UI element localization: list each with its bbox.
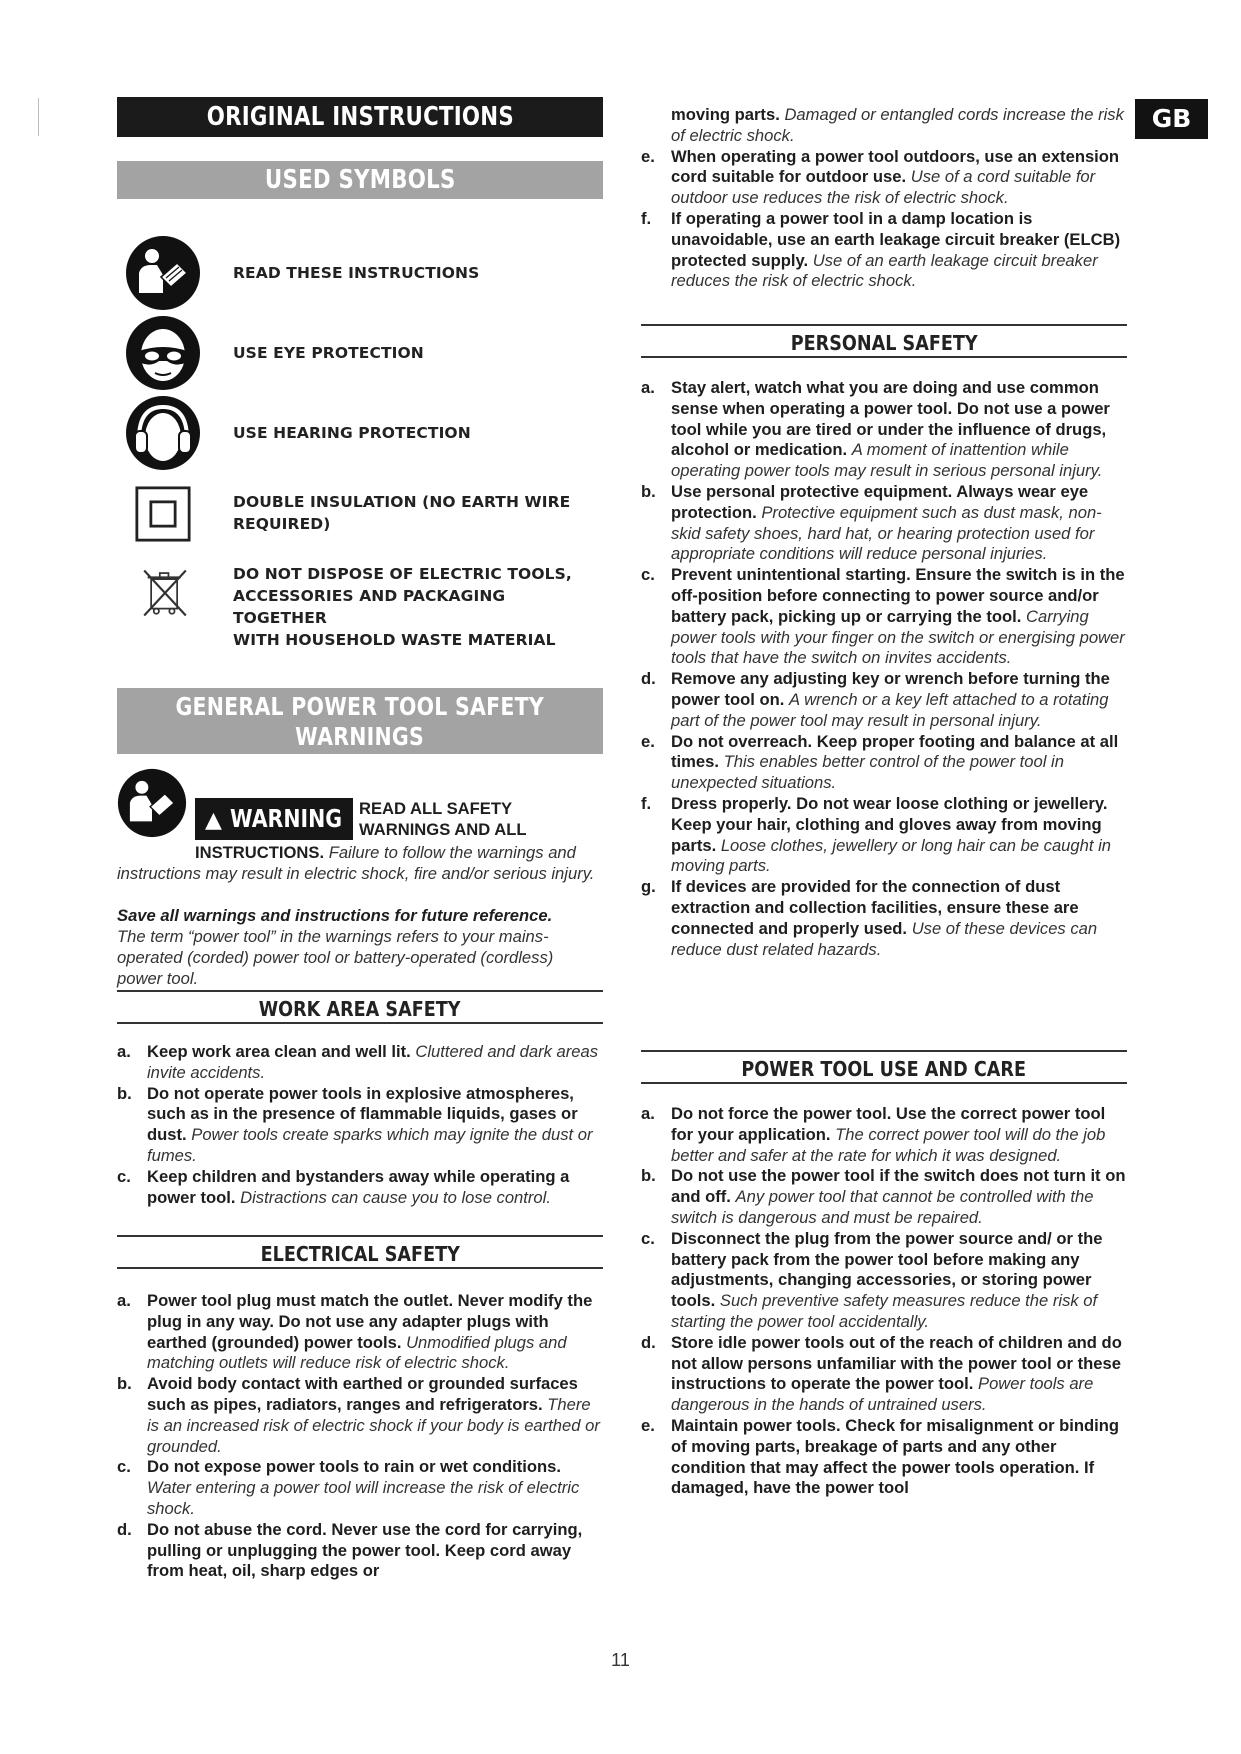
item-instruction: Use personal protective equipment. Always wear eye protection.: [671, 481, 1089, 522]
hearing-protection-icon: [125, 395, 201, 471]
item-letter: d.: [641, 1332, 656, 1352]
item-instruction: Do not expose power tools to rain or wet conditions.: [147, 1457, 561, 1477]
item-explanation: A moment of inattention while operating power tools may result in serious personal injury.: [671, 440, 1103, 481]
item-explanation: Use of a cord suitable for outdoor use reduces the risk of electric shock.: [671, 167, 1096, 208]
item-instruction: Disconnect the plug from the power source and/ or the battery pack from the power tool before making any adjustments, changing accessories, or storing power tools.: [671, 1228, 1103, 1311]
item-explanation: Protective equipment such as dust mask, non-skid safety shoes, hard hat, or hearing protection used for appropriate conditions will reduce personal injuries.: [671, 502, 1102, 564]
symbol-label: DO NOT DISPOSE OF ELECTRIC TOOLS, ACCESSORIES AND PACKAGING TOGETHER WITH HOUSEHOLD WASTE MATERIAL: [233, 565, 572, 649]
item-explanation: Distractions can cause you to lose control.: [240, 1187, 551, 1207]
section-power-tool-use: POWER TOOL USE AND CARE: [641, 1050, 1127, 1084]
eye-protection-icon: [125, 315, 201, 391]
work-area-list: [117, 1042, 603, 1208]
item-letter: c.: [117, 1457, 131, 1477]
personal-list: [641, 378, 1127, 960]
item-letter: e.: [641, 1415, 655, 1435]
list-item: [117, 1084, 603, 1167]
double-insulation-icon: [135, 486, 191, 542]
item-instruction: If devices are provided for the connection of dust extraction and collection facilities, ensure these are connected and properly used.: [671, 877, 1079, 938]
item-explanation: Carrying power tools with your finger on the switch or energising power tools that have the switch on invites accidents.: [671, 606, 1125, 668]
item-instruction: When operating a power tool outdoors, use an extension cord suitable for outdoor use.: [671, 146, 1120, 187]
item-instruction: Power tool plug must match the outlet. Never modify the plug in any way. Do not use any adapter plugs with earthed (grounded) power tools.: [147, 1291, 593, 1352]
symbol-label: DOUBLE INSULATION (NO EARTH WIRE REQUIRED): [233, 493, 571, 533]
list-item: [117, 1520, 603, 1582]
item-instruction: Keep children and bystanders away while operating a power tool.: [147, 1166, 570, 1207]
original-instructions-banner: ORIGINAL INSTRUCTIONS: [117, 97, 603, 137]
item-explanation: Loose clothes, jewellery or long hair can be caught in moving parts.: [671, 835, 1112, 876]
weee-bin-icon: [139, 565, 191, 621]
power-tool-use-list: [641, 1104, 1127, 1499]
item-instruction: Do not abuse the cord. Never use the cord for carrying, pulling or unplugging the power tool. Keep cord away from heat, oil, sharp edges or: [147, 1519, 583, 1581]
electrical-list: [117, 1291, 603, 1582]
list-item: [641, 378, 1127, 482]
symbol-label: USE HEARING PROTECTION: [233, 424, 471, 442]
language-tab-gb: GB: [1135, 99, 1208, 139]
list-item: [641, 209, 1127, 292]
section-work-area: WORK AREA SAFETY: [117, 990, 603, 1024]
item-letter: e.: [641, 731, 655, 751]
list-item: [117, 1167, 603, 1209]
list-item: [117, 1042, 603, 1084]
item-letter: c.: [641, 1228, 655, 1248]
item-letter: b.: [641, 481, 656, 501]
item-explanation: Use of an earth leakage circuit breaker reduces the risk of electric shock.: [671, 250, 1098, 291]
item-letter: b.: [641, 1166, 656, 1186]
item-explanation: Such preventive safety measures reduce the risk of starting the power tool accidentally.: [671, 1291, 1098, 1331]
list-item: [117, 1457, 603, 1519]
general-safety-banner: GENERAL POWER TOOL SAFETY WARNINGS: [117, 688, 603, 754]
item-explanation: Water entering a power tool will increase the risk of electric shock.: [147, 1478, 580, 1518]
list-item: [641, 1229, 1127, 1333]
item-letter: a.: [641, 1104, 655, 1123]
item-explanation: Unmodified plugs and matching outlets will reduce risk of electric shock.: [147, 1332, 567, 1373]
item-instruction: Do not force the power tool. Use the correct power tool for your application.: [671, 1104, 1106, 1144]
item-letter: c.: [117, 1166, 131, 1186]
list-item: [641, 1416, 1127, 1499]
section-personal: PERSONAL SAFETY: [641, 324, 1127, 358]
warning-badge: ▲ WARNING: [195, 798, 353, 840]
item-instruction: Do not operate power tools in explosive atmospheres, such as in the presence of flammable liquids, gases or dust.: [147, 1083, 578, 1145]
list-item: [641, 877, 1127, 960]
list-item: [641, 732, 1127, 794]
list-item: [641, 1333, 1127, 1416]
item-explanation: Use of these devices can reduce dust related hazards.: [671, 918, 1098, 959]
item-letter: a.: [117, 1042, 131, 1061]
item-instruction: Maintain power tools. Check for misalignment or binding of moving parts, breakage of parts and any other condition that may affect the power tools operation. If damaged, have the power tool: [671, 1415, 1120, 1498]
warning-triangle-icon: ▲: [205, 808, 222, 833]
item-instruction: Prevent unintentional starting. Ensure the switch is in the off-position before connecting to power source and/or battery pack, picking up or carrying the tool.: [671, 565, 1125, 626]
list-item: [641, 1104, 1127, 1166]
item-letter: e.: [641, 146, 655, 166]
item-explanation: Any power tool that cannot be controlled with the switch is dangerous and must be repaired.: [671, 1187, 1094, 1227]
item-explanation: There is an increased risk of electric shock if your body is earthed or grounded.: [147, 1394, 600, 1456]
symbol-label: USE EYE PROTECTION: [233, 344, 424, 362]
section-electrical: ELECTRICAL SAFETY: [117, 1235, 603, 1269]
item-letter: a.: [641, 378, 655, 397]
item-letter: a.: [117, 1291, 131, 1310]
list-item: [641, 565, 1127, 669]
warning-heading: READ ALL SAFETY WARNINGS AND ALL: [359, 799, 527, 839]
item-instruction: Do not overreach. Keep proper footing and balance at all times.: [671, 731, 1119, 772]
list-item: [117, 1291, 603, 1374]
electrical-list-continued: [641, 105, 1127, 292]
item-instruction: Store idle power tools out of the reach of children and do not allow persons unfamiliar with the power tool or these instructions to operate the power tool.: [671, 1332, 1122, 1394]
item-explanation: The correct power tool will do the job better and safer at the rate for which it was designed.: [671, 1124, 1106, 1165]
symbol-label: READ THESE INSTRUCTIONS: [233, 264, 480, 282]
item-letter: d.: [641, 669, 656, 689]
item-instruction: moving parts.: [671, 105, 780, 124]
read-manual-icon: [117, 768, 187, 838]
item-explanation: Cluttered and dark areas invite accidents.: [147, 1042, 599, 1082]
item-letter: b.: [117, 1083, 132, 1103]
list-item: [641, 482, 1127, 565]
item-explanation: This enables better control of the power tool in unexpected situations.: [671, 752, 1064, 793]
used-symbols-banner: USED SYMBOLS: [117, 161, 603, 199]
list-item: [641, 105, 1127, 147]
item-letter: g.: [641, 877, 656, 897]
page-number: 11: [611, 1650, 630, 1670]
item-instruction: Dress properly. Do not wear loose clothing or jewellery. Keep your hair, clothing and gloves away from moving parts.: [671, 793, 1108, 855]
item-instruction: Avoid body contact with earthed or grounded surfaces such as pipes, radiators, ranges and refrigerators.: [147, 1374, 578, 1414]
page-edge-mark: [38, 98, 39, 136]
list-item: [641, 1166, 1127, 1228]
item-instruction: Do not use the power tool if the switch does not turn it on and off.: [671, 1166, 1126, 1207]
item-instruction: Stay alert, watch what you are doing and use common sense when operating a power tool. Do not use a power tool while you are tired or under the influence of drugs, alcohol or medication.: [671, 378, 1110, 460]
item-letter: f.: [641, 208, 652, 228]
item-instruction: Remove any adjusting key or wrench before turning the power tool on.: [671, 669, 1110, 709]
item-explanation: A wrench or a key left attached to a rotating part of the power tool may result in personal injury.: [671, 689, 1109, 730]
item-letter: d.: [117, 1519, 132, 1539]
item-letter: f.: [641, 793, 652, 813]
warning-body: INSTRUCTIONS. Failure to follow the warnings and instructions may result in electric shock, fire and/or serious injury. Save all warnings and instructions for future reference. The term “power tool” in the warnings refers to your mains-operated (corded) power tool or battery-operated (cordless) power tool.: [117, 843, 595, 988]
read-manual-icon: [125, 235, 201, 311]
list-item: [641, 147, 1127, 209]
item-letter: b.: [117, 1374, 132, 1394]
item-instruction: Keep work area clean and well lit.: [147, 1042, 411, 1061]
item-explanation: Damaged or entangled cords increase the risk of electric shock.: [671, 105, 1124, 145]
list-item: [117, 1374, 603, 1457]
item-instruction: If operating a power tool in a damp location is unavoidable, use an earth leakage circuit breaker (ELCB) protected supply.: [671, 208, 1121, 270]
list-item: [641, 669, 1127, 731]
list-item: [641, 794, 1127, 877]
item-explanation: Power tools create sparks which may ignite the dust or fumes.: [147, 1125, 593, 1165]
item-explanation: Power tools are dangerous in the hands of untrained users.: [671, 1374, 1094, 1415]
item-letter: c.: [641, 565, 655, 585]
